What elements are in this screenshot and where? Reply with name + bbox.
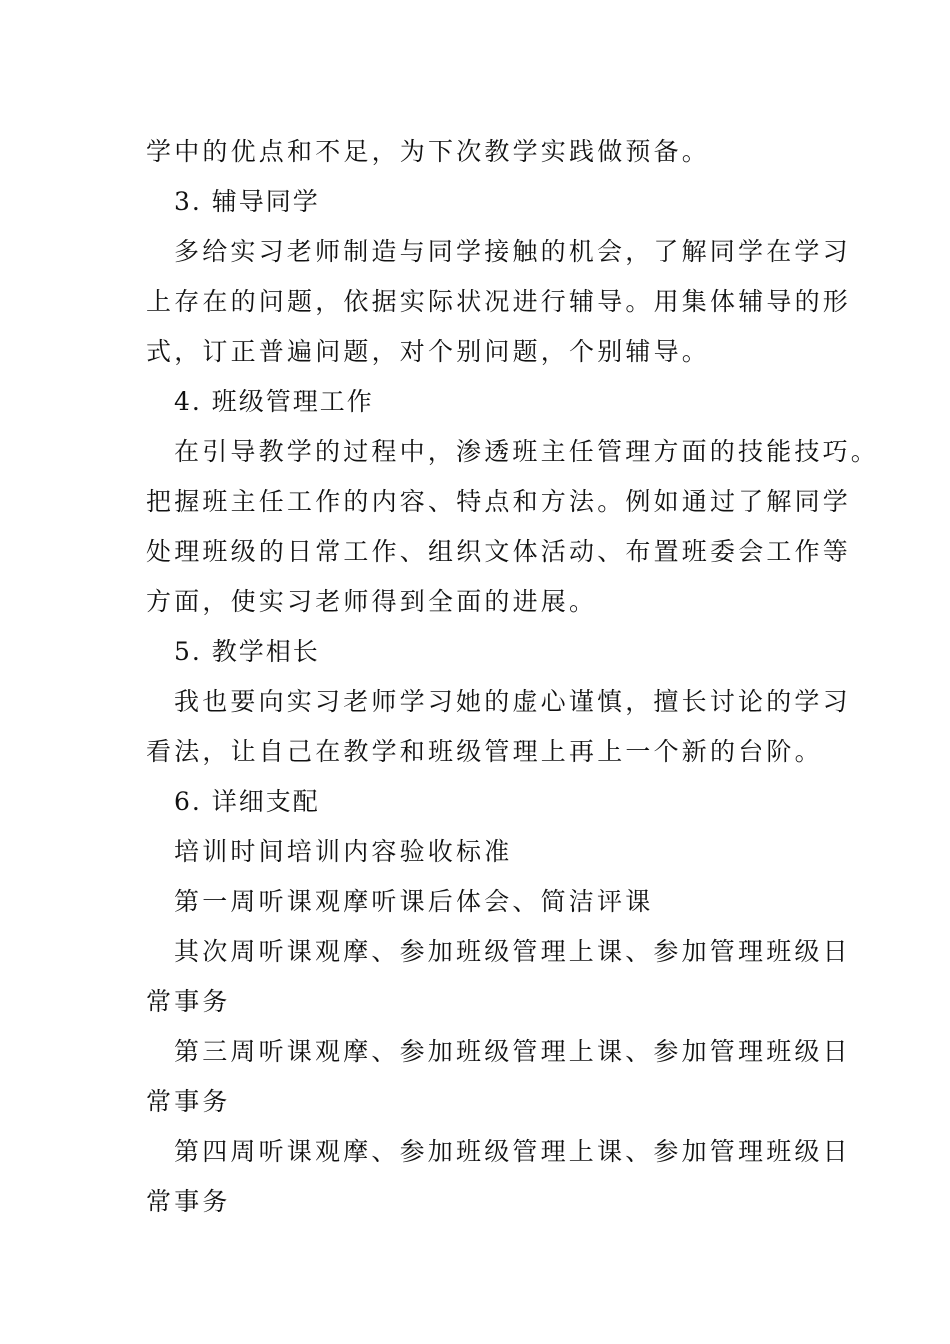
schedule-row-week-2-cont: 常事务 bbox=[146, 987, 231, 1016]
paragraph-line: 我也要向实习老师学习她的虚心谨慎，擅长讨论的学习 bbox=[174, 687, 851, 716]
paragraph-line: 处理班级的日常工作、组织文体活动、布置班委会工作等 bbox=[146, 537, 852, 566]
section-heading-mutual-learning: 5. 教学相长 bbox=[174, 637, 320, 666]
schedule-row-week-4-cont: 常事务 bbox=[146, 1187, 231, 1216]
section-heading-class-management: 4. 班级管理工作 bbox=[174, 387, 374, 416]
paragraph-continuation: 学中的优点和不足，为下次教学实践做预备。 bbox=[146, 137, 711, 166]
paragraph-line: 方面，使实习老师得到全面的进展。 bbox=[146, 587, 598, 616]
section-heading-schedule: 6. 详细支配 bbox=[174, 787, 320, 816]
schedule-row-week-2: 其次周听课观摩、参加班级管理上课、参加管理班级日 bbox=[174, 937, 851, 966]
paragraph-line: 在引导教学的过程中，渗透班主任管理方面的技能技巧。 bbox=[174, 437, 880, 466]
paragraph-line: 式，订正普遍问题，对个别问题，个别辅导。 bbox=[146, 337, 711, 366]
section-heading-tutoring: 3. 辅导同学 bbox=[174, 187, 320, 216]
paragraph-line: 上存在的问题，依据实际状况进行辅导。用集体辅导的形 bbox=[146, 287, 852, 316]
schedule-header-row: 培训时间培训内容验收标准 bbox=[174, 837, 513, 866]
schedule-row-week-3-cont: 常事务 bbox=[146, 1087, 231, 1116]
paragraph-line: 把握班主任工作的内容、特点和方法。例如通过了解同学 bbox=[146, 487, 852, 516]
paragraph-line: 多给实习老师制造与同学接触的机会，了解同学在学习 bbox=[174, 237, 851, 266]
schedule-row-week-1: 第一周听课观摩听课后体会、简洁评课 bbox=[174, 887, 654, 916]
paragraph-line: 看法，让自己在教学和班级管理上再上一个新的台阶。 bbox=[146, 737, 823, 766]
schedule-row-week-4: 第四周听课观摩、参加班级管理上课、参加管理班级日 bbox=[174, 1137, 851, 1166]
schedule-row-week-3: 第三周听课观摩、参加班级管理上课、参加管理班级日 bbox=[174, 1037, 851, 1066]
